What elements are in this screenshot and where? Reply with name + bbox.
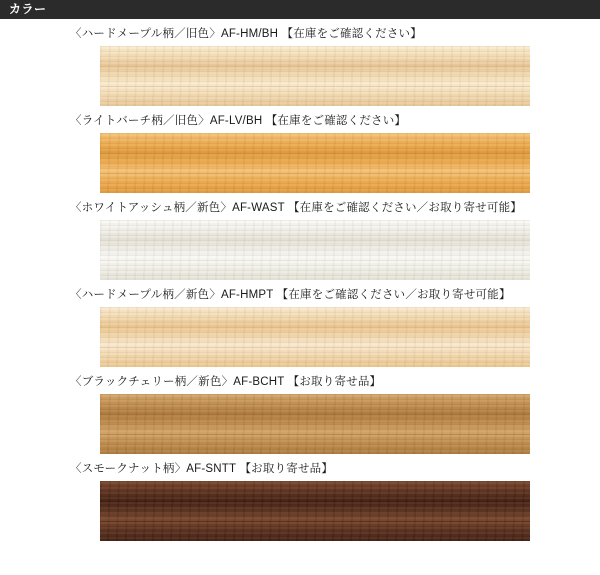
- swatch-item-2: [0, 193, 600, 280]
- swatch-image-hard-maple-new: [100, 307, 530, 367]
- swatch-image-light-birch-old: [100, 133, 530, 193]
- swatch-item-5: [0, 454, 600, 541]
- plank-seam: [100, 173, 530, 174]
- plank-seam: [100, 153, 530, 154]
- grain-texture: [100, 394, 530, 454]
- plank-seam: [100, 86, 530, 87]
- swatch-item-0: [0, 19, 600, 106]
- section-header: [0, 0, 600, 19]
- plank-seam: [100, 327, 530, 328]
- grain-texture: [100, 46, 530, 106]
- grain-texture: [100, 481, 530, 541]
- plank-seam: [100, 521, 530, 522]
- grain-texture: [100, 220, 530, 280]
- plank-seam: [100, 414, 530, 415]
- swatch-image-black-cherry-new: [100, 394, 530, 454]
- plank-seam: [100, 347, 530, 348]
- swatch-item-3: [0, 280, 600, 367]
- plank-seam: [100, 240, 530, 241]
- plank-seam: [100, 66, 530, 67]
- swatch-item-1: [0, 106, 600, 193]
- swatch-label: 〈スモークナット柄〉AF-SNTT 【お取り寄せ品】: [70, 463, 334, 475]
- swatch-label: 〈ホワイトアッシュ柄／新色〉AF-WAST 【在庫をご確認ください／お取り寄せ可能】: [70, 202, 522, 214]
- swatch-label: 〈ブラックチェリー柄／新色〉AF-BCHT 【お取り寄せ品】: [70, 376, 382, 388]
- swatch-label: 〈ハードメープル柄／旧色〉AF-HM/BH 【在庫をご確認ください】: [70, 28, 422, 40]
- plank-seam: [100, 260, 530, 261]
- swatch-list: [0, 19, 600, 541]
- swatch-image-hard-maple-old: [100, 46, 530, 106]
- plank-seam: [100, 434, 530, 435]
- grain-texture: [100, 307, 530, 367]
- swatch-item-4: [0, 367, 600, 454]
- swatch-image-smoke-walnut: [100, 481, 530, 541]
- section-title: カラー: [9, 2, 47, 16]
- swatch-label: 〈ハードメープル柄／新色〉AF-HMPT 【在庫をご確認ください／お取り寄せ可能】: [70, 289, 511, 301]
- plank-seam: [100, 501, 530, 502]
- swatch-label: 〈ライトバーチ柄／旧色〉AF-LV/BH 【在庫をご確認ください】: [70, 115, 407, 127]
- swatch-image-white-ash-new: [100, 220, 530, 280]
- grain-texture: [100, 133, 530, 193]
